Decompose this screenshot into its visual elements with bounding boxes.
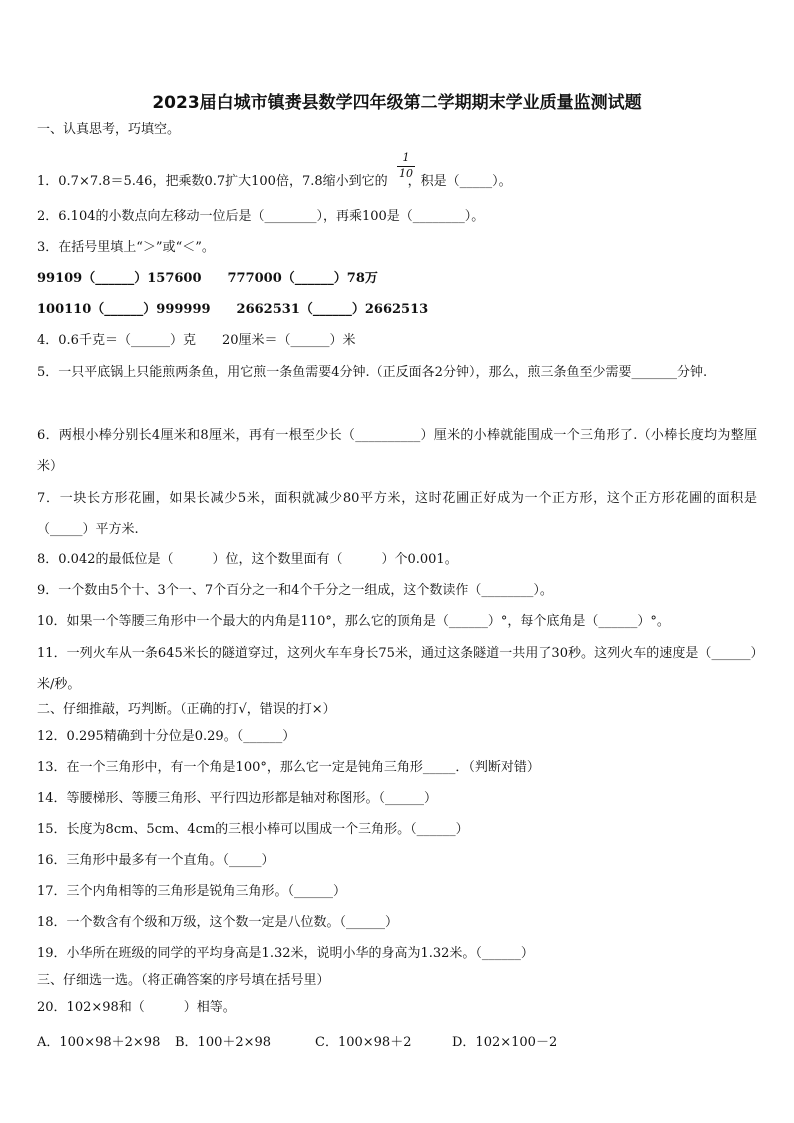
question-10: 10．如果一个等腰三角形中一个最大的内角是110°，那么它的顶角是（______）°，每个底角是（______）°。 [37,614,670,629]
question-18: 18．一个数含有个级和万级，这个数一定是八位数。（______） [37,915,399,930]
page-title: 2023届白城市镇赉县数学四年级第二学期期末学业质量监测试题 [152,93,642,113]
question-3-row-2: 100110（______）999999 2662531（______）2662513 [37,302,429,317]
question-6: 6．两根小棒分别长4厘米和8厘米，再有一根至少长（__________）厘米的小棒就能围成一个三角形了.（小棒长度均为整厘米） [37,428,757,474]
question-7: 7．一块长方形花圃，如果长减少5米，面积就减少80平方米，这时花圃正好成为一个正方形，这个正方形花圃的面积是（_____）平方米. [37,491,757,537]
section-heading-3: 三、仔细选一选。（将正确答案的序号填在括号里） [37,973,330,988]
question-8: 8．0.042的最低位是（ ）位，这个数里面有（ ）个0.001。 [37,552,458,567]
option-d: D．102×100－2 [452,1035,558,1050]
question-3: 3．在括号里填上“＞”或“＜”。 [37,240,215,255]
question-12: 12．0.295精确到十分位是0.29。（______） [37,729,296,744]
section-heading-2: 二、仔细推敲，巧判断。（正确的打√，错误的打×） [37,702,336,717]
question-15: 15．长度为8cm、5cm、4cm的三根小棒可以围成一个三角形。（______） [37,822,469,837]
question-9: 9．一个数由5个十、3个一、7个百分之一和4个千分之一组成，这个数读作（________）。 [37,583,553,598]
question-1 [37,174,512,190]
question-4: 4．0.6千克＝（______）克 20厘米＝（______）米 [37,333,356,348]
option-c: C．100×98＋2 [315,1035,412,1050]
question-17: 17．三个内角相等的三角形是锐角三角形。（______） [37,884,347,899]
question-11: 11．一列火车从一条645米长的隧道穿过，这列火车车身长75米，通过这条隧道一共用了30秒。这列火车的速度是（______）米/秒。 [37,646,757,692]
fraction-numerator: 1 [402,151,410,164]
question-14: 14．等腰梯形、等腰三角形、平行四边形都是轴对称图形。（______） [37,791,438,806]
option-b: B．100＋2×98 [175,1035,272,1050]
question-20: 20．102×98和（ ）相等。 [37,1000,236,1015]
question-1-answer: ，积是（_____）。 [407,174,512,189]
question-19: 19．小华所在班级的同学的平均身高是1.32米，说明小华的身高为1.32米。（______） [37,946,534,961]
option-a: A．100×98＋2×98 [37,1035,161,1050]
question-13: 13．在一个三角形中，有一个角是100°，那么它一定是钝角三角形_____．（判断对错） [37,760,540,775]
fraction-denominator: 10 [399,167,413,180]
question-16: 16．三角形中最多有一个直角。（_____） [37,853,275,868]
question-3-row-1: 99109（______）157600 777000（______）78万 [37,271,378,286]
question-5: 5．一只平底锅上只能煎两条鱼，用它煎一条鱼需要4分钟.（正反面各2分钟），那么，煎三条鱼至少需要_______分钟. [37,365,708,380]
question-2: 2．6.104的小数点向左移动一位后是（________），再乘100是（________）。 [37,209,485,224]
question-1-text: 1．0.7×7.8＝5.46，把乘数0.7扩大100倍，7.8缩小到它的 [37,174,388,189]
section-heading-1: 一、认真思考，巧填空。 [37,122,181,137]
